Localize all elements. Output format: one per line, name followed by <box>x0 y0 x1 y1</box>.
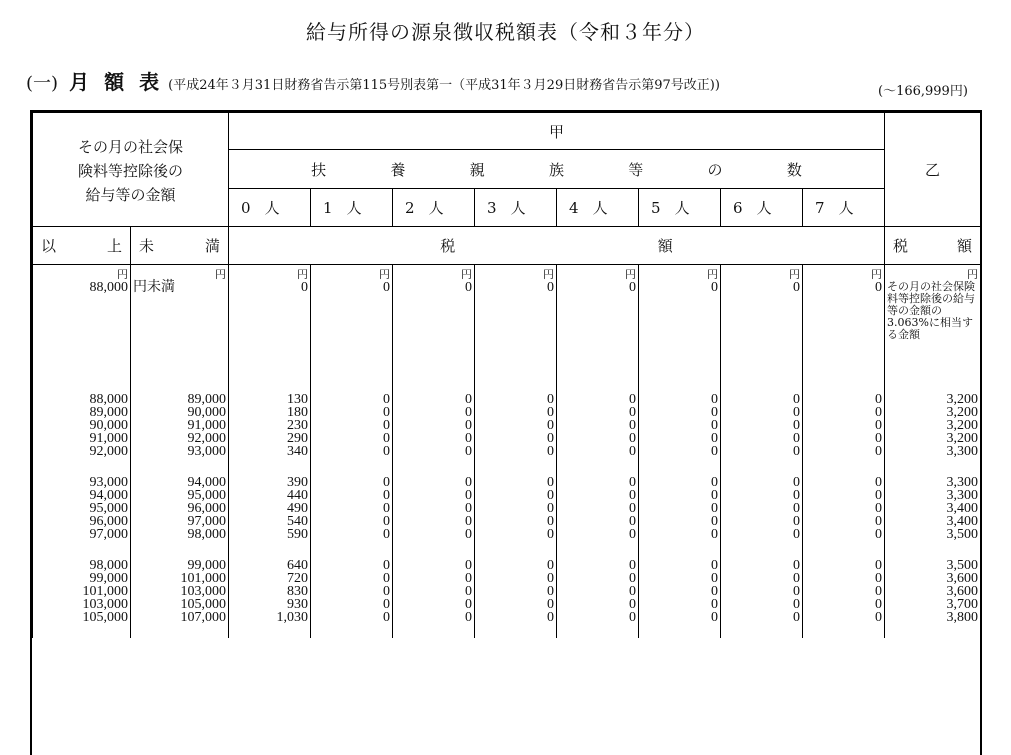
dependents-header-char: 族 <box>548 160 564 179</box>
cell-value: 0 <box>465 392 473 407</box>
from-cell <box>33 389 131 472</box>
dependents-header-char: 数 <box>786 160 802 179</box>
cell-value: 0 <box>629 558 637 573</box>
cell-value: 93,000 <box>89 475 128 490</box>
table-name: 月 額 表 <box>69 70 164 94</box>
tax-cell: 円 0 <box>639 265 721 390</box>
tax-cell <box>229 389 311 472</box>
dependents-count-3: 3 人 <box>475 189 557 227</box>
cell-value: 101,000 <box>180 571 227 586</box>
cell-value: 3,800 <box>946 610 979 625</box>
from-header: 以 上 <box>33 227 131 265</box>
cell-value: 0 <box>383 514 391 529</box>
cell-value: 105,000 <box>82 610 128 625</box>
cell-value: 0 <box>629 501 637 516</box>
cell-value: 0 <box>465 418 473 433</box>
to-cell <box>131 472 229 555</box>
cell-value: 107,000 <box>180 610 227 625</box>
dependents-count-5: 5 人 <box>639 189 721 227</box>
cell-value: 0 <box>383 488 391 503</box>
from-cell <box>33 472 131 555</box>
cell-value: 97,000 <box>89 527 128 542</box>
tax-cell <box>311 389 393 472</box>
cell-value: 3,200 <box>946 392 979 407</box>
cell-value: 0 <box>547 584 555 599</box>
cell-value: 0 <box>383 597 391 612</box>
cell-value: 0 <box>629 444 637 459</box>
cell-value: 0 <box>711 571 719 586</box>
cell-value: 0 <box>711 610 719 625</box>
cell-value: 0 <box>875 527 883 542</box>
cell-value: 0 <box>793 584 801 599</box>
tax-cell <box>639 472 721 555</box>
cell-value: 0 <box>383 558 391 573</box>
cell-value: 0 <box>793 558 801 573</box>
cell-value: 0 <box>711 431 719 446</box>
cell-value: 0 <box>875 571 883 586</box>
cell-value: 0 <box>383 610 391 625</box>
tax-table-container <box>30 110 982 755</box>
cell-value: 930 <box>287 597 309 612</box>
cell-value: 0 <box>547 444 555 459</box>
cell-value: 0 <box>465 571 473 586</box>
table-row-block <box>33 472 981 555</box>
cell-value: 0 <box>711 558 719 573</box>
cell-value: 0 <box>629 597 637 612</box>
cell-value: 640 <box>287 558 309 573</box>
cell-value: 103,000 <box>82 597 128 612</box>
cell-value: 0 <box>629 475 637 490</box>
cell-value: 0 <box>629 392 637 407</box>
cell-value: 98,000 <box>187 527 227 542</box>
cell-value: 3,500 <box>946 527 979 542</box>
from-cell: 円 88,000 <box>33 265 131 390</box>
cell-value: 0 <box>875 392 883 407</box>
cell-value: 0 <box>711 392 719 407</box>
dependents-header-char: 親 <box>469 160 485 179</box>
tax-cell <box>229 472 311 555</box>
cell-value: 0 <box>547 501 555 516</box>
cell-value: 130 <box>287 392 309 407</box>
cell-value: 290 <box>287 431 309 446</box>
cell-value: 0 <box>875 558 883 573</box>
cell-value: 92,000 <box>89 444 128 459</box>
dependents-header-char: 扶 <box>311 160 327 179</box>
tax-cell <box>557 389 639 472</box>
tax-cell <box>721 389 803 472</box>
cell-value: 0 <box>465 610 473 625</box>
cell-value: 0 <box>629 584 637 599</box>
cell-value: 3,500 <box>946 558 979 573</box>
tax-cell <box>475 472 557 555</box>
cell-value: 1,030 <box>276 610 309 625</box>
cell-value: 103,000 <box>180 584 227 599</box>
from-cell <box>33 555 131 638</box>
cell-value: 92,000 <box>187 431 227 446</box>
cell-value: 0 <box>465 431 473 446</box>
otsu-cell <box>885 555 981 638</box>
cell-value: 96,000 <box>89 514 128 529</box>
cell-value: 0 <box>465 527 473 542</box>
otsu-cell <box>885 472 981 555</box>
cell-value: 0 <box>383 584 391 599</box>
cell-value: 0 <box>793 444 801 459</box>
cell-value: 0 <box>629 514 637 529</box>
cell-value: 0 <box>875 444 883 459</box>
cell-value: 3,700 <box>946 597 979 612</box>
cell-value: 0 <box>875 514 883 529</box>
tax-cell <box>475 555 557 638</box>
cell-value: 0 <box>711 418 719 433</box>
cell-value: 0 <box>711 597 719 612</box>
dependents-count-4: 4 人 <box>557 189 639 227</box>
dependents-count-2: 2 人 <box>393 189 475 227</box>
cell-value: 0 <box>793 501 801 516</box>
cell-value: 0 <box>875 405 883 420</box>
table-body <box>33 265 981 639</box>
tax-cell <box>557 472 639 555</box>
amount-header-line: 険料等控除後の <box>78 161 184 180</box>
cell-value: 720 <box>287 571 309 586</box>
cell-value: 0 <box>547 610 555 625</box>
tax-amount-header: 税 額 <box>229 227 885 265</box>
tax-cell: 円 0 <box>557 265 639 390</box>
cell-value: 0 <box>629 431 637 446</box>
cell-value: 0 <box>629 571 637 586</box>
cell-value: 0 <box>547 514 555 529</box>
cell-value: 490 <box>287 501 309 516</box>
tax-cell <box>639 555 721 638</box>
cell-value: 440 <box>287 488 309 503</box>
tax-cell <box>393 472 475 555</box>
cell-value: 0 <box>383 418 391 433</box>
cell-value: 0 <box>711 405 719 420</box>
cell-value: 99,000 <box>187 558 227 573</box>
otsu-note-cell: 円 その月の社会保険料等控除後の給与等の金額の3.063%に相当する金額 <box>885 265 981 390</box>
cell-value: 340 <box>287 444 309 459</box>
tax-cell: 円 0 <box>475 265 557 390</box>
cell-value: 89,000 <box>187 392 227 407</box>
cell-value: 0 <box>547 558 555 573</box>
to-cell <box>131 389 229 472</box>
cell-value: 0 <box>793 514 801 529</box>
table-range: (～166,999円) <box>878 84 968 99</box>
cell-value: 3,200 <box>946 431 979 446</box>
dependents-header-char: 等 <box>628 160 644 179</box>
tax-cell: 円 0 <box>393 265 475 390</box>
tax-cell <box>557 555 639 638</box>
cell-value: 95,000 <box>89 501 128 516</box>
cell-value: 0 <box>383 392 391 407</box>
cell-value: 0 <box>793 431 801 446</box>
otsu-tax-header: 税 額 <box>885 227 981 265</box>
cell-value: 0 <box>547 571 555 586</box>
cell-value: 105,000 <box>180 597 227 612</box>
tax-cell <box>639 389 721 472</box>
cell-value: 0 <box>383 571 391 586</box>
cell-value: 0 <box>711 475 719 490</box>
cell-value: 0 <box>383 444 391 459</box>
to-cell <box>131 555 229 638</box>
tax-cell <box>721 555 803 638</box>
table-row-block <box>33 555 981 638</box>
cell-value: 0 <box>793 610 801 625</box>
cell-value: 0 <box>465 405 473 420</box>
cell-value: 0 <box>875 610 883 625</box>
cell-value: 0 <box>793 475 801 490</box>
amount-header-line: 給与等の金額 <box>85 185 176 204</box>
tax-table <box>32 112 981 638</box>
tax-cell <box>311 555 393 638</box>
table-row <box>33 265 981 390</box>
tax-cell: 円 0 <box>311 265 393 390</box>
cell-value: 0 <box>793 527 801 542</box>
cell-value: 0 <box>629 488 637 503</box>
cell-value: 0 <box>383 431 391 446</box>
cell-value: 0 <box>547 392 555 407</box>
otsu-header: 乙 <box>885 113 981 227</box>
cell-value: 590 <box>287 527 309 542</box>
cell-value: 540 <box>287 514 309 529</box>
cell-value: 0 <box>711 501 719 516</box>
cell-value: 94,000 <box>89 488 128 503</box>
cell-value: 0 <box>465 514 473 529</box>
cell-value: 0 <box>793 597 801 612</box>
cell-value: 96,000 <box>187 501 227 516</box>
legal-reference: (平成24年３月31日財務省告示第115号別表第一（平成31年３月29日財務省告示第97号改正)) <box>168 78 720 93</box>
cell-value: 0 <box>465 444 473 459</box>
tax-cell <box>393 389 475 472</box>
cell-value: 0 <box>547 597 555 612</box>
cell-value: 0 <box>383 475 391 490</box>
dependents-header <box>229 150 885 189</box>
cell-value: 98,000 <box>89 558 128 573</box>
cell-value: 0 <box>875 488 883 503</box>
dependents-header-char: 養 <box>390 160 406 179</box>
cell-value: 0 <box>711 514 719 529</box>
cell-value: 93,000 <box>187 444 227 459</box>
cell-value: 0 <box>793 418 801 433</box>
cell-value: 0 <box>547 475 555 490</box>
cell-value: 95,000 <box>187 488 227 503</box>
cell-value: 0 <box>793 488 801 503</box>
cell-value: 3,400 <box>946 514 979 529</box>
tax-cell <box>393 555 475 638</box>
cell-value: 3,300 <box>946 488 979 503</box>
otsu-note: その月の社会保険料等控除後の給与等の金額の3.063%に相当する金額 <box>887 280 976 341</box>
to-cell: 円 円未満 <box>131 265 229 390</box>
cell-value: 0 <box>629 405 637 420</box>
cell-value: 91,000 <box>187 418 227 433</box>
cell-value: 0 <box>383 501 391 516</box>
cell-value: 0 <box>793 392 801 407</box>
kou-header: 甲 <box>229 113 885 150</box>
cell-value: 90,000 <box>187 405 227 420</box>
table-row-block <box>33 389 981 472</box>
cell-value: 0 <box>547 431 555 446</box>
cell-value: 3,200 <box>946 418 979 433</box>
cell-value: 3,300 <box>946 475 979 490</box>
tax-cell <box>229 555 311 638</box>
cell-value: 0 <box>793 571 801 586</box>
cell-value: 101,000 <box>82 584 128 599</box>
cell-value: 0 <box>465 488 473 503</box>
cell-value: 0 <box>793 405 801 420</box>
cell-value: 830 <box>287 584 309 599</box>
cell-value: 91,000 <box>89 431 128 446</box>
table-subtitle <box>26 66 720 95</box>
dependents-count-7: 7 人 <box>803 189 885 227</box>
cell-value: 0 <box>465 501 473 516</box>
cell-value: 0 <box>629 527 637 542</box>
dependents-count-0: 0 人 <box>229 189 311 227</box>
cell-value: 0 <box>547 405 555 420</box>
cell-value: 0 <box>465 475 473 490</box>
cell-value: 0 <box>547 527 555 542</box>
cell-value: 0 <box>711 584 719 599</box>
cell-value: 0 <box>465 558 473 573</box>
cell-value: 94,000 <box>187 475 227 490</box>
otsu-cell <box>885 389 981 472</box>
cell-value: 0 <box>383 527 391 542</box>
cell-value: 0 <box>465 597 473 612</box>
amount-header-line: その月の社会保 <box>78 137 184 156</box>
cell-value: 0 <box>547 418 555 433</box>
cell-value: 97,000 <box>187 514 227 529</box>
to-header: 未 満 <box>131 227 229 265</box>
cell-value: 0 <box>875 431 883 446</box>
tax-cell: 円 0 <box>803 265 885 390</box>
cell-value: 230 <box>287 418 309 433</box>
amount-header <box>33 113 229 227</box>
tax-cell <box>803 472 885 555</box>
cell-value: 0 <box>875 597 883 612</box>
tax-cell <box>803 555 885 638</box>
cell-value: 0 <box>875 418 883 433</box>
cell-value: 0 <box>875 501 883 516</box>
tax-cell <box>475 389 557 472</box>
tax-cell <box>721 472 803 555</box>
table-number: (一) <box>26 73 59 94</box>
tax-cell <box>311 472 393 555</box>
cell-value: 390 <box>287 475 309 490</box>
cell-value: 180 <box>287 405 309 420</box>
cell-value: 0 <box>629 418 637 433</box>
cell-value: 90,000 <box>89 418 128 433</box>
cell-value: 0 <box>711 527 719 542</box>
cell-value: 3,600 <box>946 584 979 599</box>
cell-value: 0 <box>711 488 719 503</box>
cell-value: 99,000 <box>89 571 128 586</box>
cell-value: 0 <box>547 488 555 503</box>
cell-value: 0 <box>629 610 637 625</box>
tax-cell: 円 0 <box>721 265 803 390</box>
cell-value: 88,000 <box>89 392 128 407</box>
cell-value: 0 <box>383 405 391 420</box>
cell-value: 0 <box>875 475 883 490</box>
tax-cell <box>803 389 885 472</box>
dependents-count-6: 6 人 <box>721 189 803 227</box>
dependents-header-char: の <box>707 160 723 179</box>
cell-value: 3,200 <box>946 405 979 420</box>
tax-cell: 円 0 <box>229 265 311 390</box>
cell-value: 0 <box>465 584 473 599</box>
page-title: 給与所得の源泉徴収税額表（令和３年分） <box>306 20 705 44</box>
dependents-count-1: 1 人 <box>311 189 393 227</box>
cell-value: 0 <box>875 584 883 599</box>
cell-value: 3,600 <box>946 571 979 586</box>
cell-value: 3,400 <box>946 501 979 516</box>
cell-value: 0 <box>711 444 719 459</box>
cell-value: 3,300 <box>946 444 979 459</box>
cell-value: 89,000 <box>89 405 128 420</box>
